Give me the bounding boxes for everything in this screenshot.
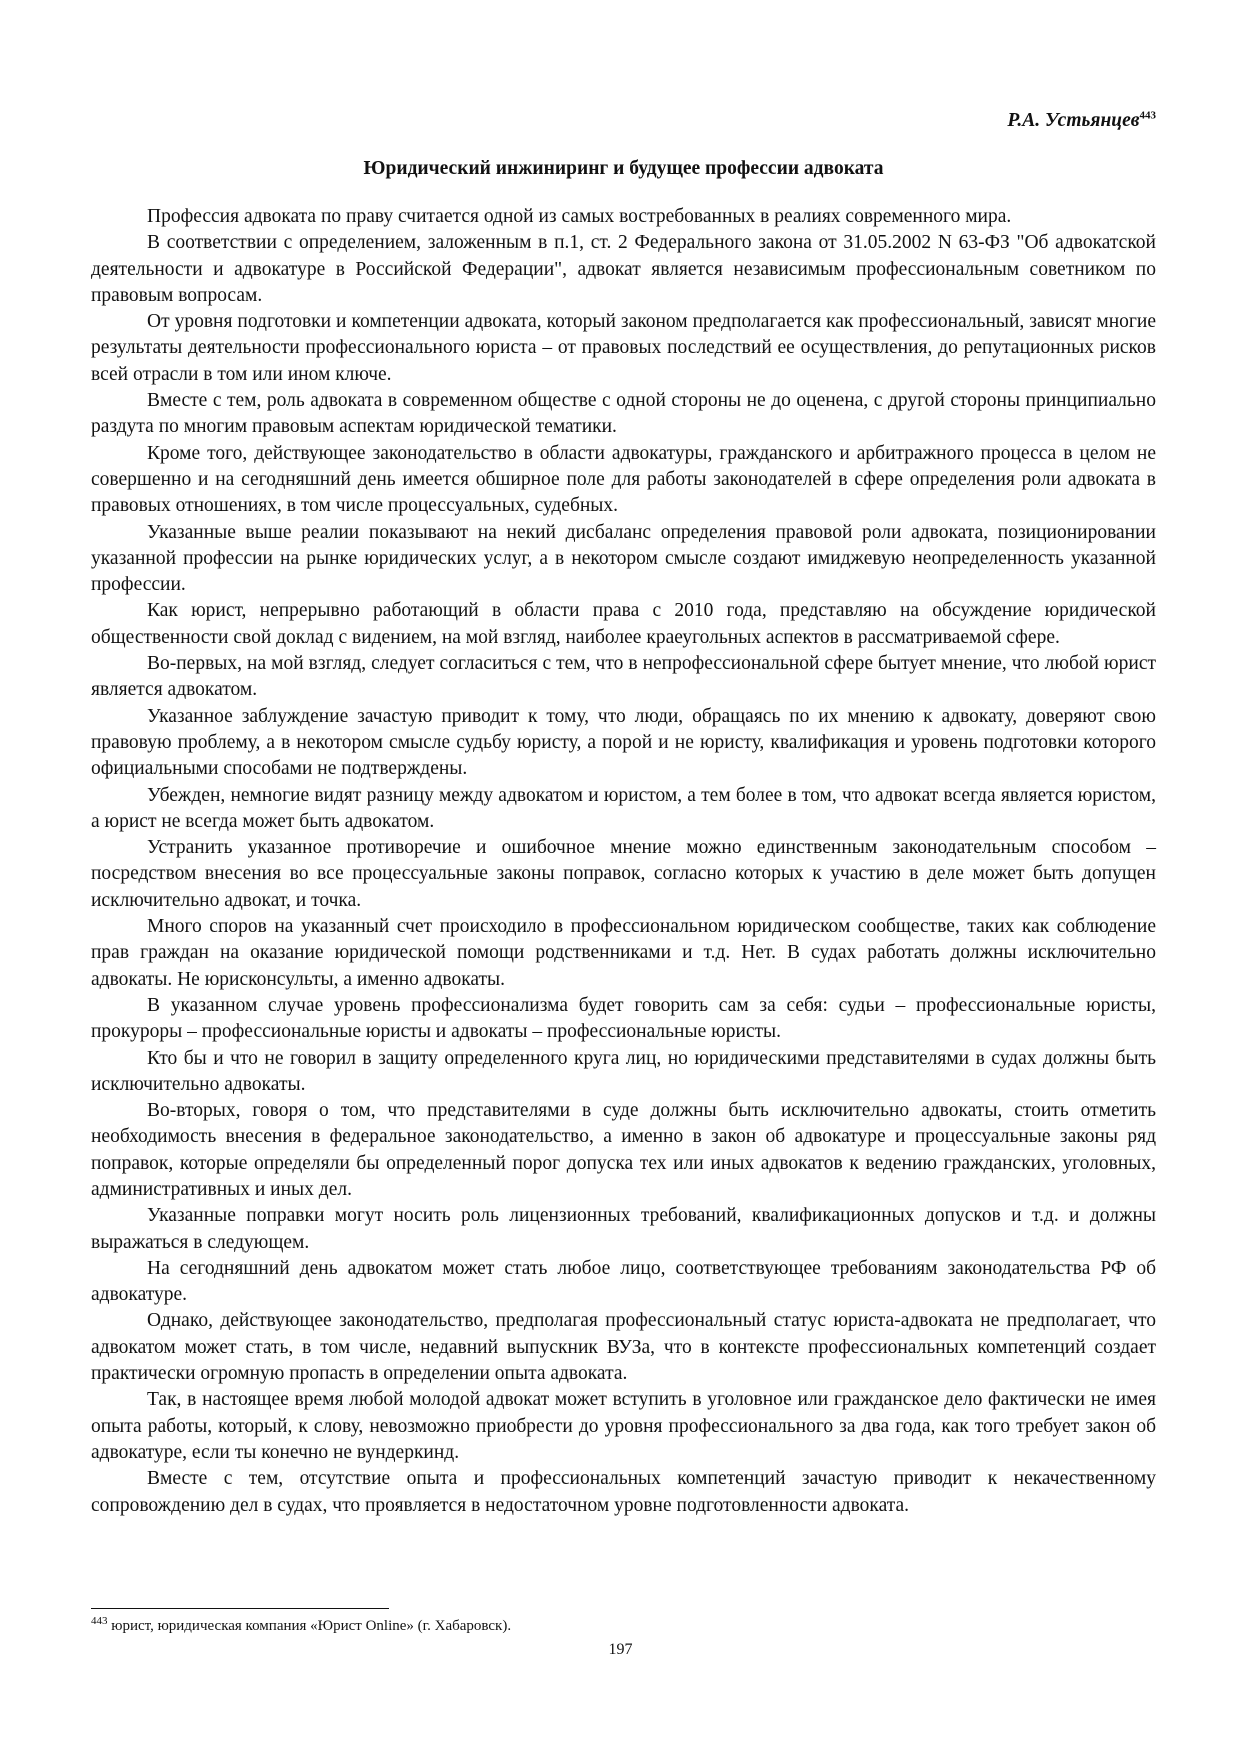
paragraph: Так, в настоящее время любой молодой адвокат может вступить в уголовное или гражданское дело фактически не имея опыта работы, который, к слову, невозможно приобрести до уровня профессионального за два года, как того требует закон об адвокатуре, если ты конечно не вундеркинд. bbox=[91, 1389, 1156, 1463]
paragraph: Однако, действующее законодательство, предполагая профессиональный статус юриста-адвоката не предполагает, что адвокатом может стать, в том числе, недавний выпускник ВУЗа, что в контексте профессиональных компетенций создает практически огромную пропасть в определении опыта адвоката. bbox=[91, 1310, 1156, 1385]
paragraph: Устранить указанное противоречие и ошибочное мнение можно единственным законодательным способом – посредством внесения во все процессуальные законы поправок, согласно которых к участию в деле может быть допущен исключительно адвокат, и точка. bbox=[91, 837, 1156, 911]
paragraph: В указанном случае уровень профессионализма будет говорить сам за себя: судьи – профессиональные юристы, прокуроры – профессиональные юристы и адвокаты – профессиональные юристы. bbox=[91, 994, 1156, 1043]
author-name: Р.А. Устьянцев bbox=[1007, 110, 1140, 131]
paragraph: Указанные выше реалии показывают на некий дисбаланс определения правовой роли адвоката, позиционировании указанной профессии на рынке юридических услуг, а в некотором смысле создают имиджевую неопределенность указанной профессии. bbox=[91, 521, 1156, 596]
paragraph: Профессия адвоката по праву считается одной из самых востребованных в реалиях современного мира. bbox=[147, 206, 1012, 227]
paragraph: Кто бы и что не говорил в защиту определенного круга лиц, но юридическими представителями в судах должны быть исключительно адвокаты. bbox=[91, 1047, 1156, 1095]
paragraph: Указанные поправки могут носить роль лицензионных требований, квалификационных допусков и т.д. и должны выражаться в следующем. bbox=[91, 1205, 1156, 1253]
paragraph: В соответствии с определением, заложенным в п.1, ст. 2 Федерального закона от 31.05.2002 N 63-ФЗ "Об адвокатской деятельности и адвокатуре в Российской Федерации", адвокат является независимым профессиональным советником по правовым вопросам. bbox=[91, 232, 1156, 306]
paragraph: Указанное заблуждение зачастую приводит к тому, что люди, обращаясь по их мнению к адвокату, доверяют свою правовую проблему, а в некотором смысле судьбу юристу, а порой и не юристу, квалификация и уровень подготовки которого официальными способами не подтверждены. bbox=[91, 705, 1156, 780]
article-body bbox=[91, 204, 1156, 1519]
paragraph: Убежден, немногие видят разницу между адвокатом и юристом, а тем более в том, что адвокат всегда является юристом, а юрист не всегда может быть адвокатом. bbox=[91, 784, 1156, 832]
author-line bbox=[91, 108, 1156, 134]
paragraph: Вместе с тем, отсутствие опыта и профессиональных компетенций зачастую приводит к некачественному сопровождению дел в судах, что проявляется в недостаточном уровне подготовленности адвоката. bbox=[91, 1468, 1156, 1516]
footnote-number: 443 bbox=[91, 1615, 108, 1627]
page-number: 197 bbox=[608, 1641, 633, 1658]
article-title: Юридический инжиниринг и будущее профессии адвоката bbox=[363, 158, 884, 179]
paragraph: Во-первых, на мой взгляд, следует согласиться с тем, что в непрофессиональной сфере бытует мнение, что любой юрист является адвокатом. bbox=[91, 653, 1156, 701]
paragraph: От уровня подготовки и компетенции адвоката, который законом предполагается как профессиональный, зависят многие результаты деятельности профессионального юриста – от правовых последствий ее осуществления, до репутационных рисков всей отрасли в том или ином ключе. bbox=[91, 311, 1156, 385]
footnote-text: юрист, юридическая компания «Юрист Online» (г. Хабаровск). bbox=[111, 1618, 512, 1634]
paragraph: Как юрист, непрерывно работающий в области права с 2010 года, представляю на обсуждение юридической общественности свой доклад с видением, на мой взгляд, наиболее краеугольных аспектов в рассматриваемой сфере. bbox=[91, 600, 1156, 648]
footnote bbox=[91, 1616, 991, 1636]
paragraph: Кроме того, действующее законодательство в области адвокатуры, гражданского и арбитражного процесса в целом не совершенно и на сегодняшний день имеется обширное поле для работы законодателей в сфере определения роли адвоката в правовых отношениях, в том числе процессуальных, судебных. bbox=[91, 442, 1156, 517]
page-content bbox=[91, 108, 1156, 1519]
paragraph: Вместе с тем, роль адвоката в современном обществе с одной стороны не до оценена, с другой стороны принципиально раздута по многим правовым аспектам юридической тематики. bbox=[91, 390, 1156, 438]
author-footnote-ref: 443 bbox=[1139, 109, 1156, 122]
paragraph: Много споров на указанный счет происходило в профессиональном юридическом сообществе, таких как соблюдение прав граждан на оказание юридической помощи родственниками и т.д. Нет. В судах работать должны исключительно адвокаты. Не юрисконсульты, а именно адвокаты. bbox=[91, 916, 1156, 990]
paragraph: На сегодняшний день адвокатом может стать любое лицо, соответствующее требованиям законодательства РФ об адвокатуре. bbox=[91, 1257, 1156, 1306]
footnote-divider bbox=[91, 1608, 389, 1609]
paragraph: Во-вторых, говоря о том, что представителями в суде должны быть исключительно адвокаты, стоить отметить необходимость внесения в федеральное законодательство, а именно в закон об адвокатуре и процессуальные законы ряд поправок, которые определяли бы определенный порог допуска тех или иных адвокатов к ведению гражданских, уголовных, административных и иных дел. bbox=[91, 1100, 1156, 1200]
